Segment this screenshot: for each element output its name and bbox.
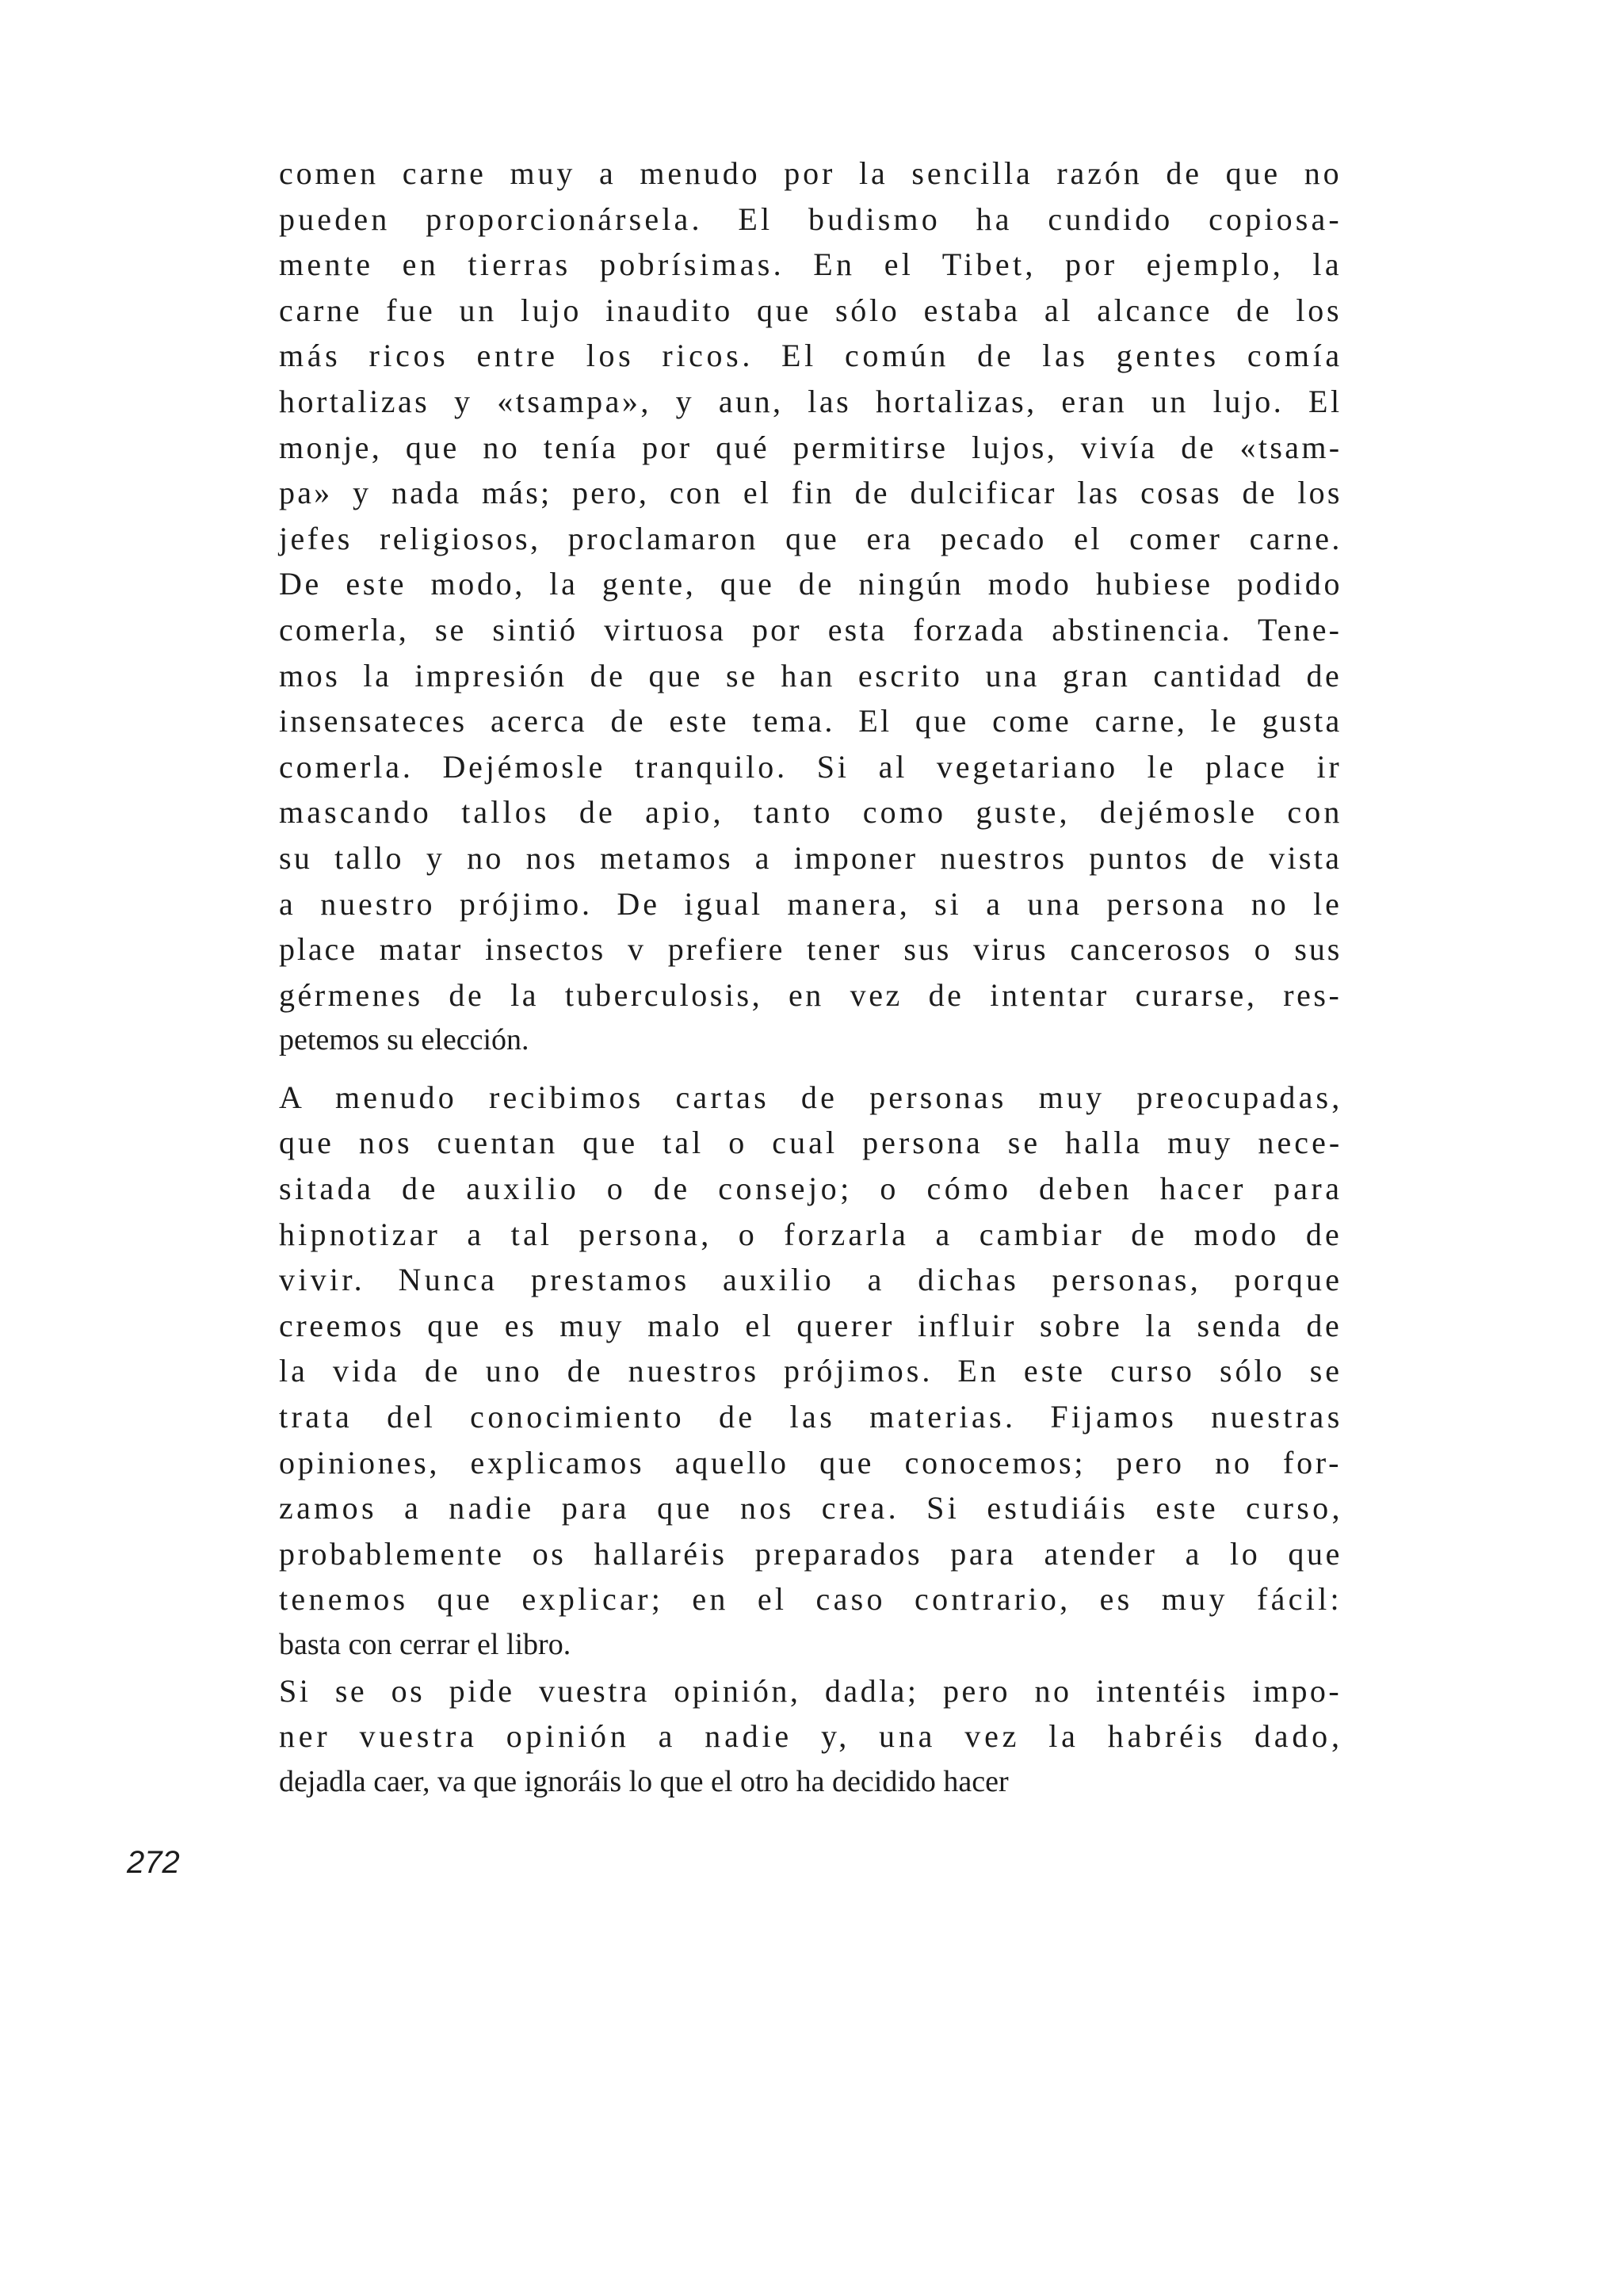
text-line: place matar insectos v prefiere tener sus virus cancerosos o sus [279, 931, 1342, 968]
text-line: tenemos que explicar; en el caso contrario, es muy fácil: [279, 1581, 1342, 1618]
text-line: creemos que es muy malo el querer influir sobre la senda de [279, 1307, 1342, 1343]
text-line: jefes religiosos, proclamaron que era pecado el comer carne. [279, 520, 1342, 556]
text-line: su tallo y no nos metamos a imponer nuestros puntos de vista [279, 839, 1342, 876]
text-line: opiniones, explicamos aquello que conocemos; pero no for- [279, 1444, 1342, 1480]
text-line: A menudo recibimos cartas de personas muy preocupadas, [279, 1079, 1343, 1115]
text-line: comerla. Dejémosle tranquilo. Si al vegetariano le place ir [279, 748, 1342, 785]
text-line: comen carne muy a menudo por la sencilla razón de que no [279, 155, 1342, 191]
text-line: ner vuestra opinión a nadie y, una vez la habréis dado, [279, 1718, 1343, 1755]
text-line: más ricos entre los ricos. El común de las gentes comía [279, 338, 1343, 374]
text-line: gérmenes de la tuberculosis, en vez de intentar curarse, res- [279, 976, 1342, 1013]
text-line: monje, que no tenía por qué permitirse lujos, vivía de «tsam- [279, 429, 1342, 465]
text-line: mente en tierras pobrísimas. En el Tibet, por ejemplo, la [279, 246, 1342, 283]
text-line: zamos a nadie para que nos crea. Si estudiáis este curso, [279, 1490, 1343, 1526]
page-number: 272 [127, 1845, 180, 1880]
text-line: la vida de uno de nuestros prójimos. En este curso sólo se [279, 1353, 1343, 1389]
text-line: Si se os pide vuestra opinión, dadla; pero no intentéis impo- [279, 1672, 1342, 1709]
text-line: que nos cuentan que tal o cual persona se halla muy nece- [279, 1125, 1343, 1161]
body-text [279, 151, 1343, 1805]
text-line: insensateces acerca de este tema. El que come carne, le gusta [279, 703, 1342, 739]
text-line: mos la impresión de que se han escrito una gran cantidad de [279, 657, 1342, 693]
text-line: De este modo, la gente, que de ningún modo hubiese podido [279, 566, 1343, 602]
text-line: carne fue un lujo inaudito que sólo estaba al alcance de los [279, 292, 1342, 328]
text-line: hortalizas y «tsampa», y aun, las hortalizas, eran un lujo. El [279, 383, 1342, 419]
paragraph [279, 1668, 1343, 1805]
text-line: mascando tallos de apio, tanto como guste, dejémosle con [279, 794, 1343, 831]
text-line: hipnotizar a tal persona, o forzarla a cambiar de modo de [279, 1216, 1342, 1252]
paragraph [279, 151, 1343, 1064]
text-line: basta con cerrar el libro. [279, 1628, 571, 1661]
text-line: vivir. Nunca prestamos auxilio a dichas personas, porque [279, 1262, 1343, 1298]
text-line: pa» y nada más; pero, con el fin de dulcificar las cosas de los [279, 475, 1342, 511]
text-line: sitada de auxilio o de consejo; o cómo deben hacer para [279, 1171, 1343, 1207]
text-line: pueden proporcionársela. El budismo ha cundido copiosa- [279, 201, 1342, 237]
text-line: petemos su elección. [279, 1023, 529, 1057]
text-line: a nuestro prójimo. De igual manera, si a una persona no le [279, 885, 1342, 922]
text-line: probablemente os hallaréis preparados para atender a lo que [279, 1535, 1342, 1572]
text-line: trata del conocimiento de las materias. Fijamos nuestras [279, 1399, 1343, 1435]
text-line: dejadla caer, va que ignoráis lo que el otro ha decidido hacer [279, 1764, 1009, 1798]
paragraph [279, 1075, 1343, 1668]
text-line: comerla, se sintió virtuosa por esta forzada abstinencia. Tene- [279, 611, 1342, 648]
